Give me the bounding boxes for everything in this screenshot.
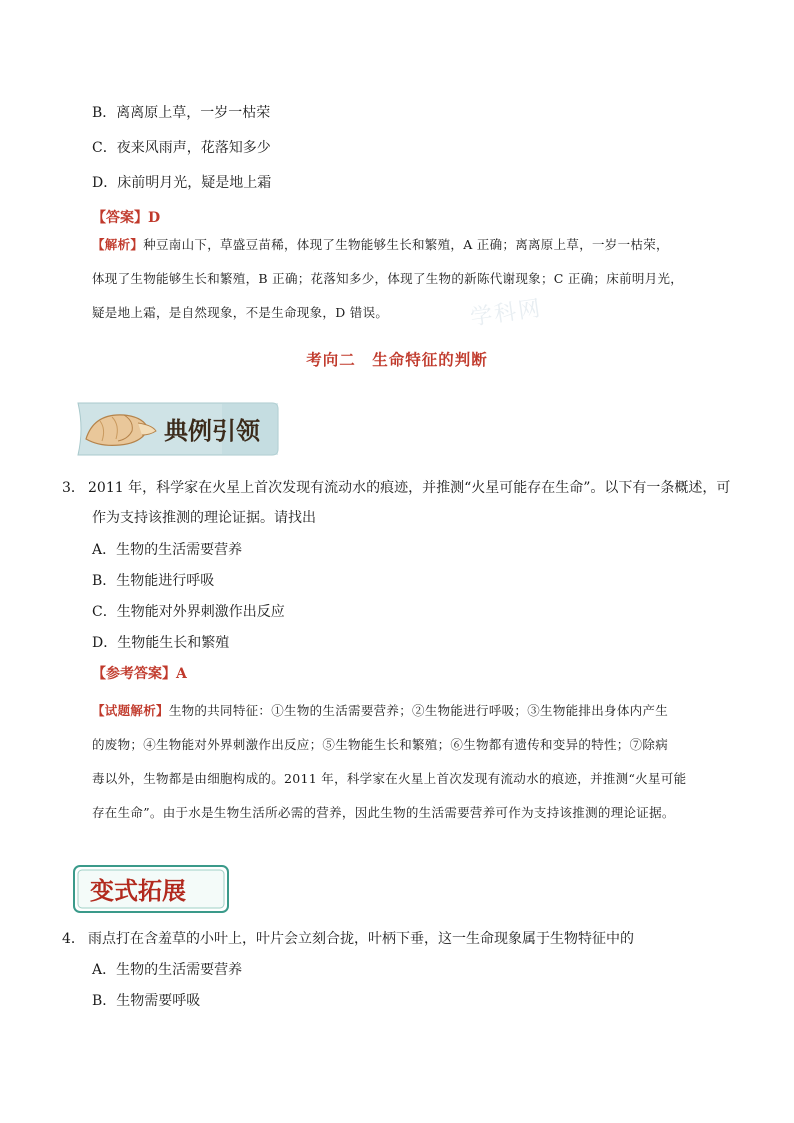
analysis-3-line: 存在生命”。由于水是生物生活所必需的营养，因此生物的生活需要营养可作为支持该推测的理论证据。 (92, 805, 675, 820)
banner-2-graphic (72, 862, 232, 916)
banner-1-text: 典例引领 (164, 416, 260, 445)
answer-3-value: A (176, 666, 187, 682)
banner-typical-example (72, 395, 282, 461)
answer-3-label: 【参考答案】 (92, 666, 176, 682)
q3-option-b: B．生物能进行呼吸 (92, 573, 215, 589)
prev-option-d: D．床前明月光，疑是地上霜 (92, 175, 272, 191)
section-heading: 考向二 生命特征的判断 (306, 350, 488, 369)
answer-1 (92, 208, 160, 228)
question-4-stem: 雨点打在含羞草的小叶上，叶片会立刻合拢，叶柄下垂，这一生命现象属于生物特征中的 (88, 931, 634, 947)
q4-option-b: B．生物需要呼吸 (92, 993, 201, 1009)
banner-2-text: 变式拓展 (90, 876, 186, 905)
watermark: 学科网 (468, 296, 544, 331)
analysis-1-line: 【解析】种豆南山下，草盛豆苗稀，体现了生物能够生长和繁殖，A 正确；离离原上草，一岁一枯荣， (92, 237, 669, 252)
question-4-number: 4． (62, 931, 85, 947)
q4-option-a: A．生物的生活需要营养 (92, 962, 243, 978)
q3-option-c: C．生物能对外界刺激作出反应 (92, 604, 285, 620)
analysis-3-line: 毒以外，生物都是由细胞构成的。2011 年，科学家在火星上首次发现有流动水的痕迹，并推测“火星可能 (92, 771, 687, 786)
question-4-line1 (62, 929, 634, 949)
analysis-1-line: 体现了生物能够生长和繁殖，B 正确；花落知多少，体现了生物的新陈代谢现象；C 正确；床前明月光， (92, 271, 684, 286)
banner-variant-extension (72, 862, 232, 916)
q3-option-d: D．生物能生长和繁殖 (92, 635, 230, 651)
banner-1-graphic (72, 395, 282, 461)
analysis-3 (92, 694, 712, 830)
analysis-3-line: 【试题解析】生物的共同特征：①生物的生活需要营养；②生物能进行呼吸；③生物能排出身体内产生 (92, 703, 669, 718)
analysis-1-line: 疑是地上霜，是自然现象，不是生命现象，D 错误。 (92, 305, 389, 320)
question-3-number: 3． (62, 480, 85, 496)
question-3-line1 (62, 478, 730, 498)
question-3-line2: 作为支持该推测的理论证据。请找出 (92, 510, 316, 526)
analysis-3-line: 的废物；④生物能对外界刺激作出反应；⑤生物能生长和繁殖；⑥生物都有遗传和变异的特性；⑦除病 (92, 737, 669, 752)
answer-3 (92, 664, 187, 684)
answer-1-label: 【答案】 (92, 210, 148, 226)
analysis-1 (92, 228, 712, 330)
question-3-stem: 2011 年，科学家在火星上首次发现有流动水的痕迹，并推测“火星可能存在生命”。以下有一条概述，可 (88, 480, 731, 496)
prev-option-c: C．夜来风雨声，花落知多少 (92, 140, 271, 156)
answer-1-value: D (148, 210, 161, 226)
analysis-3-label: 【试题解析】 (92, 703, 169, 718)
prev-option-b: B．离离原上草，一岁一枯荣 (92, 105, 271, 121)
q3-option-a: A．生物的生活需要营养 (92, 542, 243, 558)
analysis-1-label: 【解析】 (92, 237, 144, 252)
